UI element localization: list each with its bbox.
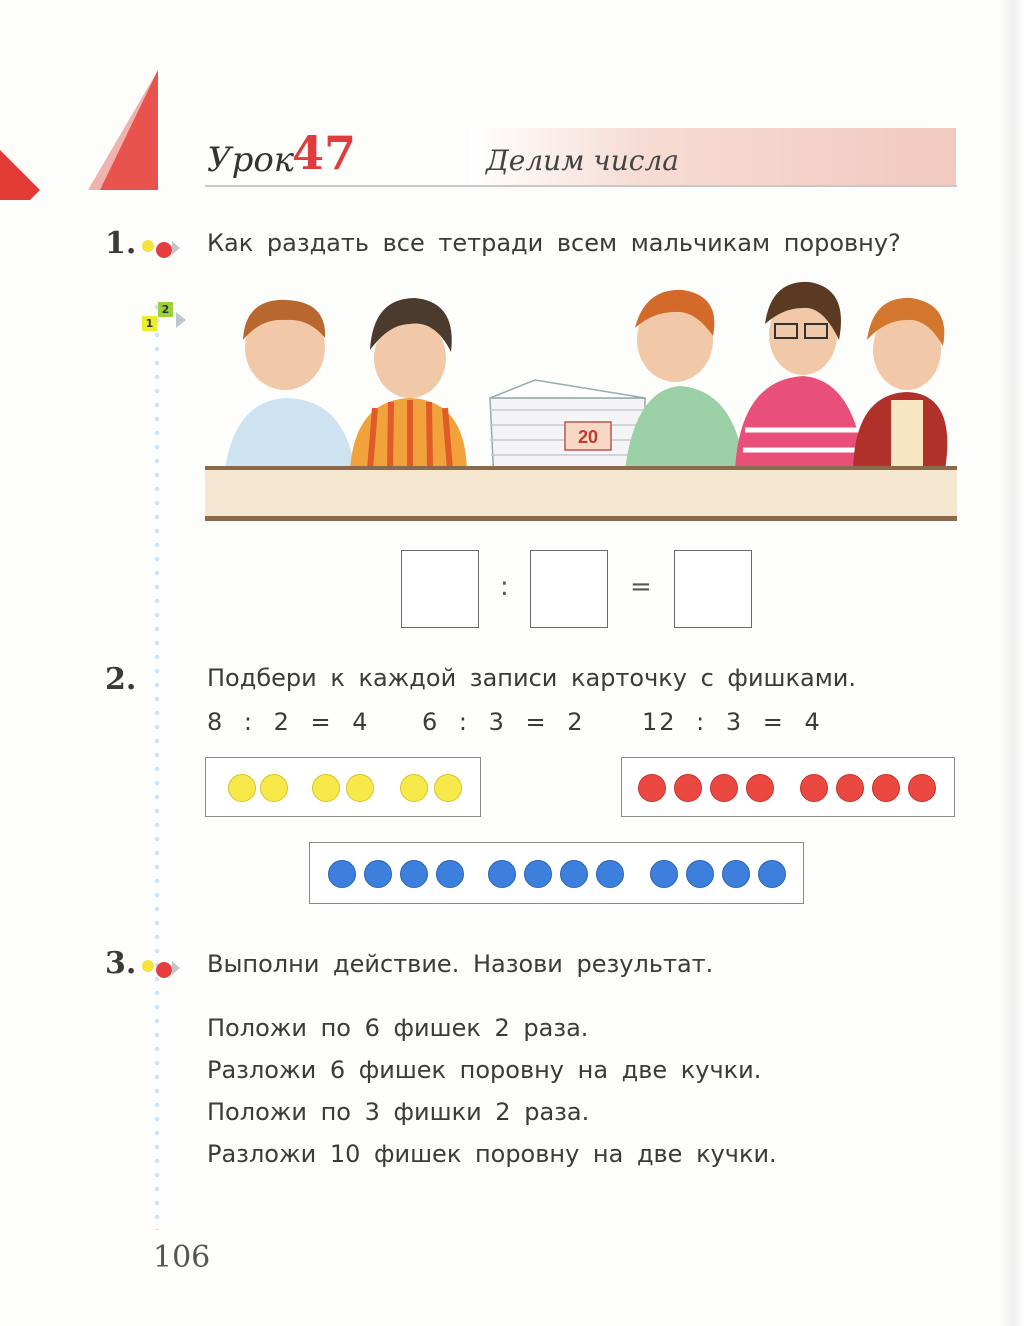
- chip-blue: [722, 860, 750, 888]
- level-badge-icon: [142, 302, 194, 336]
- card-yellow-chips[interactable]: [205, 757, 481, 817]
- chip-blue: [364, 860, 392, 888]
- chip-red: [674, 774, 702, 802]
- divide-sign: :: [500, 572, 509, 602]
- page-number: 106: [153, 1240, 211, 1275]
- corner-decoration: [0, 0, 160, 200]
- chip-red: [836, 774, 864, 802]
- chip-blue: [758, 860, 786, 888]
- divisor-answer-box[interactable]: [530, 550, 608, 628]
- lesson-number: 47: [292, 126, 357, 180]
- expression-1: 8 : 2 = 4: [207, 708, 370, 736]
- header-rule: [205, 185, 957, 187]
- chip-blue: [436, 860, 464, 888]
- level-badge-1: 1: [142, 316, 157, 331]
- dividend-answer-box[interactable]: [401, 550, 479, 628]
- task3-number: 3.: [105, 946, 137, 981]
- chip-blue: [686, 860, 714, 888]
- chip-red: [800, 774, 828, 802]
- task1-text: Как раздать все тетради всем мальчикам поровну?: [207, 229, 901, 257]
- chip-blue: [560, 860, 588, 888]
- chip-yellow: [400, 774, 428, 802]
- margin-dot-column: [153, 300, 161, 1230]
- chip-yellow: [346, 774, 374, 802]
- boys-notebooks-illustration: [205, 280, 957, 525]
- task3-line-4: Разложи 10 фишек поровну на две кучки.: [207, 1140, 777, 1168]
- chip-yellow: [434, 774, 462, 802]
- chip-blue: [400, 860, 428, 888]
- task1-marker-icon: [142, 236, 182, 258]
- chip-red: [872, 774, 900, 802]
- chip-red: [638, 774, 666, 802]
- task2-text: Подбери к каждой записи карточку с фишками.: [207, 664, 857, 692]
- task3-line-2: Разложи 6 фишек поровну на две кучки.: [207, 1056, 762, 1084]
- chip-yellow: [228, 774, 256, 802]
- chip-red: [710, 774, 738, 802]
- equals-sign: =: [630, 572, 652, 602]
- chip-blue: [488, 860, 516, 888]
- chip-yellow: [312, 774, 340, 802]
- chip-yellow: [260, 774, 288, 802]
- chip-blue: [524, 860, 552, 888]
- task3-text: Выполни действие. Назови результат.: [207, 950, 714, 978]
- expression-3: 12 : 3 = 4: [642, 708, 822, 736]
- quotient-answer-box[interactable]: [674, 550, 752, 628]
- chip-blue: [650, 860, 678, 888]
- lesson-word: Урок: [207, 140, 295, 180]
- card-red-chips[interactable]: [621, 757, 955, 817]
- chip-blue: [328, 860, 356, 888]
- task1-number: 1.: [105, 226, 137, 261]
- notebook-count-label: 20: [577, 427, 599, 447]
- level-badge-2: 2: [158, 302, 173, 317]
- chip-blue: [596, 860, 624, 888]
- task3-line-3: Положи по 3 фишки 2 раза.: [207, 1098, 590, 1126]
- task3-line-1: Положи по 6 фишек 2 раза.: [207, 1014, 589, 1042]
- task2-number: 2.: [105, 662, 137, 697]
- task3-marker-icon: [142, 956, 182, 978]
- expression-2: 6 : 3 = 2: [422, 708, 585, 736]
- page-edge: [1000, 0, 1024, 1326]
- lesson-title: Делим числа: [486, 144, 679, 177]
- chip-red: [908, 774, 936, 802]
- chip-red: [746, 774, 774, 802]
- card-blue-chips[interactable]: [309, 842, 804, 904]
